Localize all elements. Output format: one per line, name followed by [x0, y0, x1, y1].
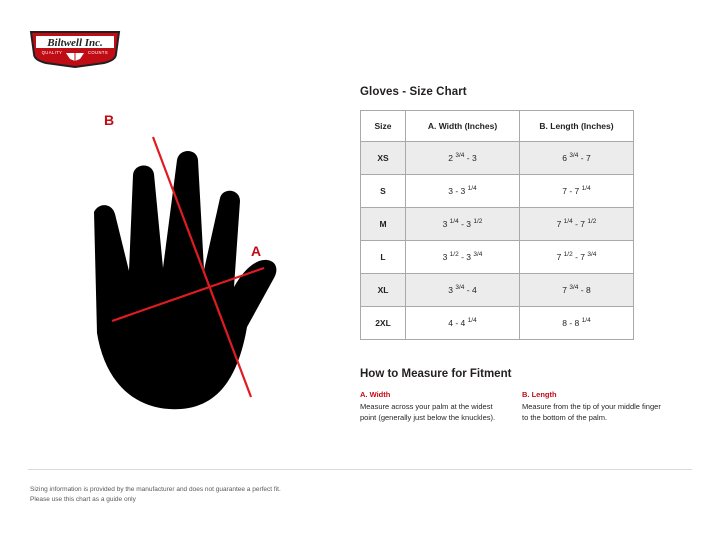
hand-silhouette — [94, 151, 276, 409]
cell-length: 7 - 7 $^{1/4}$ — [520, 175, 634, 208]
how-to-measure-title: How to Measure for Fitment — [360, 368, 512, 380]
footer-disclaimer — [30, 485, 450, 505]
footer-line-1: Sizing information is provided by the manufacturer and does not guarantee a perfect fit. — [30, 486, 281, 493]
how-to-measure-section — [360, 368, 690, 424]
cell-length: 6 $^{3/4}$ - 7 — [520, 142, 634, 175]
cell-length: 7 $^{3/4}$ - 8 — [520, 274, 634, 307]
cell-size: XL — [361, 274, 406, 307]
table-row — [361, 175, 634, 208]
cell-size: 2XL — [361, 307, 406, 340]
svg-text:Biltwell Inc.: Biltwell Inc. — [47, 37, 103, 49]
table-row — [361, 208, 634, 241]
svg-text:QUALITY: QUALITY — [41, 50, 63, 55]
cell-size: M — [361, 208, 406, 241]
dimension-label-b: B — [104, 112, 115, 128]
cell-length: 7 $^{1/2}$ - 7 $^{3/4}$ — [520, 241, 634, 274]
svg-text:COUNTS: COUNTS — [87, 50, 109, 55]
chart-column — [360, 86, 690, 424]
howto-width-block — [360, 390, 500, 424]
biltwell-logo — [28, 28, 122, 68]
cell-size: XS — [361, 142, 406, 175]
cell-width: 3 $^{3/4}$ - 4 — [406, 274, 520, 307]
column-header-width: A. Width (Inches) — [406, 111, 520, 142]
cell-width: 3 $^{1/4}$ - 3 $^{1/2}$ — [406, 208, 520, 241]
cell-width: 4 - 4 $^{1/4}$ — [406, 307, 520, 340]
table-header-row — [361, 111, 634, 142]
chart-title: Gloves - Size Chart — [360, 86, 467, 98]
size-chart-table — [360, 110, 634, 340]
cell-width: 3 - 3 $^{1/4}$ — [406, 175, 520, 208]
table-row — [361, 142, 634, 175]
table-row — [361, 241, 634, 274]
size-chart-body — [361, 142, 634, 340]
footer-divider — [28, 469, 692, 470]
cell-size: S — [361, 175, 406, 208]
howto-length-text: Measure from the tip of your middle finger to the bottom of the palm. — [522, 402, 661, 422]
column-header-size: Size — [361, 111, 406, 142]
howto-width-heading: A. Width — [360, 390, 391, 399]
cell-length: 7 $^{1/4}$ - 7 $^{1/2}$ — [520, 208, 634, 241]
howto-length-block — [522, 390, 662, 424]
howto-width-text: Measure across your palm at the widest point (generally just below the knuckles). — [360, 402, 496, 422]
dimension-label-a: A — [251, 243, 262, 259]
howto-length-heading: B. Length — [522, 390, 557, 399]
table-row — [361, 274, 634, 307]
cell-width: 3 $^{1/2}$ - 3 $^{3/4}$ — [406, 241, 520, 274]
cell-size: L — [361, 241, 406, 274]
column-header-length: B. Length (Inches) — [520, 111, 634, 142]
footer-line-2: Please use this chart as a guide only — [30, 495, 136, 503]
cell-length: 8 - 8 $^{1/4}$ — [520, 307, 634, 340]
cell-width: 2 $^{3/4}$ - 3 — [406, 142, 520, 175]
hand-diagram — [40, 100, 340, 460]
table-row — [361, 307, 634, 340]
